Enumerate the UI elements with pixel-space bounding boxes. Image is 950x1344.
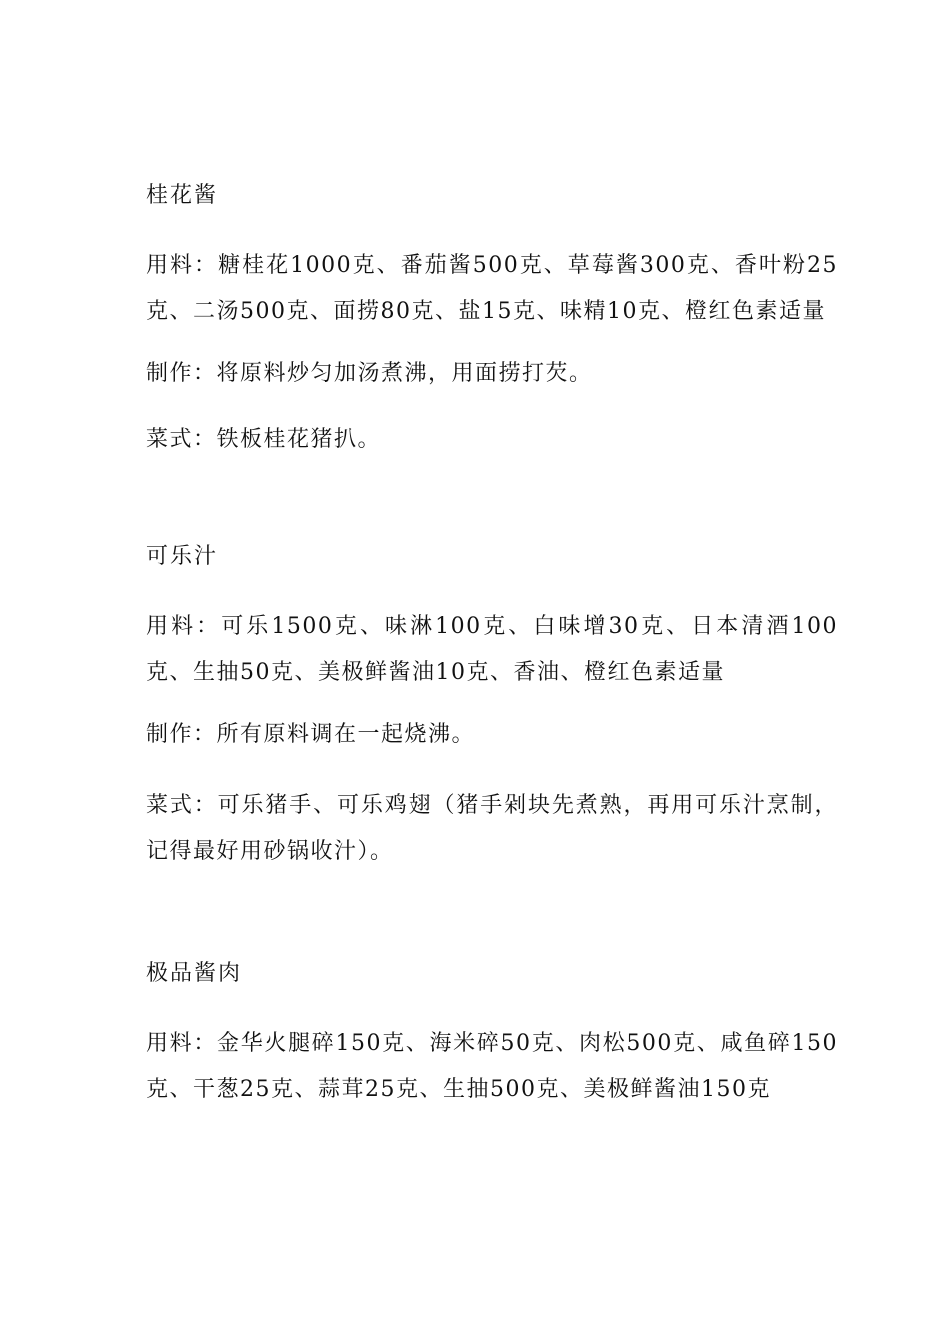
recipe-ingredients: 用料：金华火腿碎150克、海米碎50克、肉松500克、咸鱼碎150克、干葱25克、蒜茸25克、生抽500克、美极鲜酱油150克: [146, 1031, 838, 1102]
recipe-title: 可乐汁: [146, 544, 219, 569]
recipe-dish: 菜式：可乐猪手、可乐鸡翅（猪手剁块先煮熟，再用可乐汁烹制，记得最好用砂锅收汁）。: [146, 793, 838, 864]
recipe-method: 制作：所有原料调在一起烧沸。: [146, 722, 476, 747]
recipe-title: 极品酱肉: [146, 961, 243, 986]
recipe-section-guihua-jiang: [146, 178, 838, 458]
recipe-section-jipin-jiangrou: [146, 956, 838, 1113]
recipe-method: 制作：将原料炒匀加汤煮沸，用面捞打芡。: [146, 361, 593, 386]
document-content: [146, 178, 838, 1134]
recipe-ingredients: 用料：糖桂花1000克、番茄酱500克、草莓酱300克、香叶粉25克、二汤500克、面捞80克、盐15克、味精10克、橙红色素适量: [146, 253, 838, 324]
recipe-title: 桂花酱: [146, 183, 219, 208]
recipe-dish: 菜式：铁板桂花猪扒。: [146, 427, 382, 452]
recipe-section-kele-zhi: [146, 539, 838, 875]
recipe-ingredients: 用料：可乐1500克、味淋100克、白味增30克、日本清酒100克、生抽50克、美极鲜酱油10克、香油、橙红色素适量: [146, 614, 838, 685]
